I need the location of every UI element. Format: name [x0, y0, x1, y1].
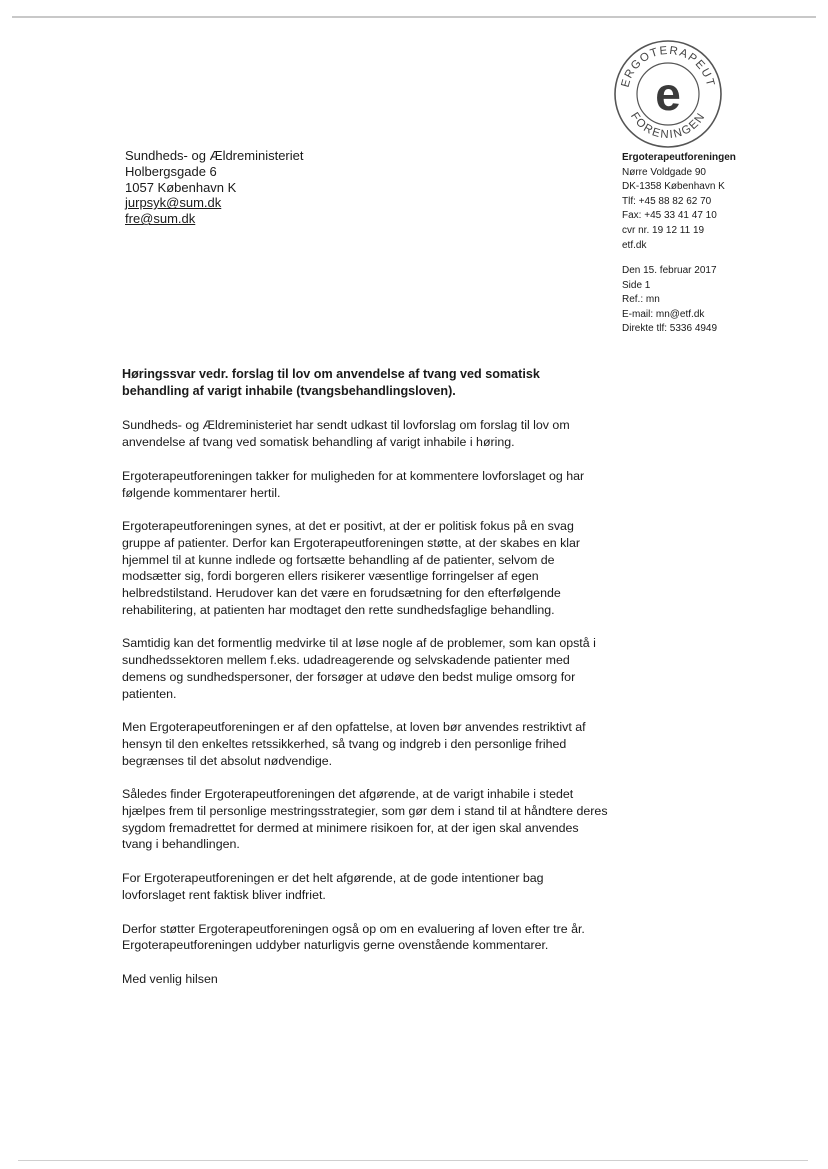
- logo-bottom-text: FORENINGEN: [627, 110, 709, 142]
- paragraph: Samtidig kan det formentlig medvirke til at løse nogle af de problemer, som kan opstå i sundhedssektoren mellem f.eks. udadreagerende og selvskadende patienter med demens og sundhedspersoner, der forsøger at udøve den bedst mulige omsorg for patienten.: [122, 636, 596, 701]
- paragraph: Sundheds- og Ældreministeriet har sendt udkast til lovforslag om forslag til lov om anvendelse af tvang ved somatisk behandling af varigt inhabile i høring.: [122, 418, 570, 450]
- scan-edge-top: [12, 16, 816, 18]
- paragraph: For Ergoterapeutforeningen er det helt afgørende, at de gode intentioner bag lovforslaget rent faktisk bliver indfriet.: [122, 871, 544, 902]
- paragraph: Derfor støtter Ergoterapeutforeningen også op om en evaluering af loven efter tre år. Ergoterapeutforeningen uddyber naturligvis gerne ovenstående kommentarer.: [122, 921, 585, 953]
- sender-fax: Fax: +45 33 41 47 10: [622, 210, 717, 222]
- sender-cvr: cvr nr. 19 12 11 19: [622, 224, 705, 236]
- sender-address: [622, 151, 736, 253]
- logo-letter: e: [655, 68, 681, 120]
- paragraph: Således finder Ergoterapeutforeningen det afgørende, at de varigt inhabile i stedet hjælpes frem til personlige mestringsstrategier, som gør dem i stand til at håndtere deres sygdom fremadrettet for dermed at minimere risikoen for, at der igen skal anvendes tvang i behandlingen.: [122, 787, 608, 852]
- direct-phone: Direkte tlf: 5336 4949: [622, 323, 718, 335]
- page-number: Side 1: [622, 279, 651, 291]
- contact-email: E-mail: mn@etf.dk: [622, 308, 705, 320]
- recipient-address: [125, 148, 303, 227]
- letter-subject: Høringssvar vedr. forslag til lov om anvendelse af tvang ved somatisk behandling af varigt inhabile (tvangsbehandlingsloven).: [122, 367, 540, 398]
- reference: Ref.: mn: [622, 294, 660, 306]
- logo-top-text: ERGOTERAPEUT: [619, 44, 717, 89]
- recipient-name: Sundheds- og Ældreministeriet: [125, 148, 304, 163]
- recipient-email-link-2[interactable]: fre@sum.dk: [125, 211, 196, 227]
- letter-date: Den 15. februar 2017: [622, 265, 717, 276]
- recipient-email-link[interactable]: jurpsyk@sum.dk: [125, 195, 222, 211]
- scan-edge-bottom: [18, 1160, 808, 1161]
- letter-body: [122, 366, 610, 1005]
- letter-meta: [622, 264, 717, 337]
- paragraph: Ergoterapeutforeningen synes, at det er positivt, at der er politisk fokus på en svag gruppe af patienter. Derfor kan Ergoterapeutforeningen støtte, at der skabes en klar hjemmel til at kunne indlede og fortsætte behandling af de patienter, selvom de modsætter sig, fordi borgeren ellers risikerer væsentlige forringelser af egen helbredstilstand. Herudover kan det være en forudsætning for den efterfølgende rehabilitering, at patienten har modtaget den rette sundhedsfaglige behandling.: [122, 519, 581, 617]
- ergoterapeut-logo: [612, 38, 724, 150]
- paragraph: Ergoterapeutforeningen takker for muligheden for at kommentere lovforslaget og har følgende kommentarer hertil.: [122, 468, 585, 500]
- sender-web: etf.dk: [622, 239, 647, 251]
- sender-phone: Tlf: +45 88 82 62 70: [622, 195, 712, 207]
- sender-city: DK-1358 København K: [622, 181, 725, 193]
- sender-org: Ergoterapeutforeningen: [622, 152, 736, 163]
- signoff: Med venlig hilsen: [122, 971, 218, 986]
- recipient-city: 1057 København K: [125, 179, 237, 195]
- recipient-street: Holbergsgade 6: [125, 163, 217, 179]
- paragraph: Men Ergoterapeutforeningen er af den opfattelse, at loven bør anvendes restriktivt af hensyn til den enkeltes retssikkerhed, så tvang og indgreb i den personlige frihed begrænses til det absolut nødvendige.: [122, 720, 586, 768]
- sender-street: Nørre Voldgade 90: [622, 166, 706, 178]
